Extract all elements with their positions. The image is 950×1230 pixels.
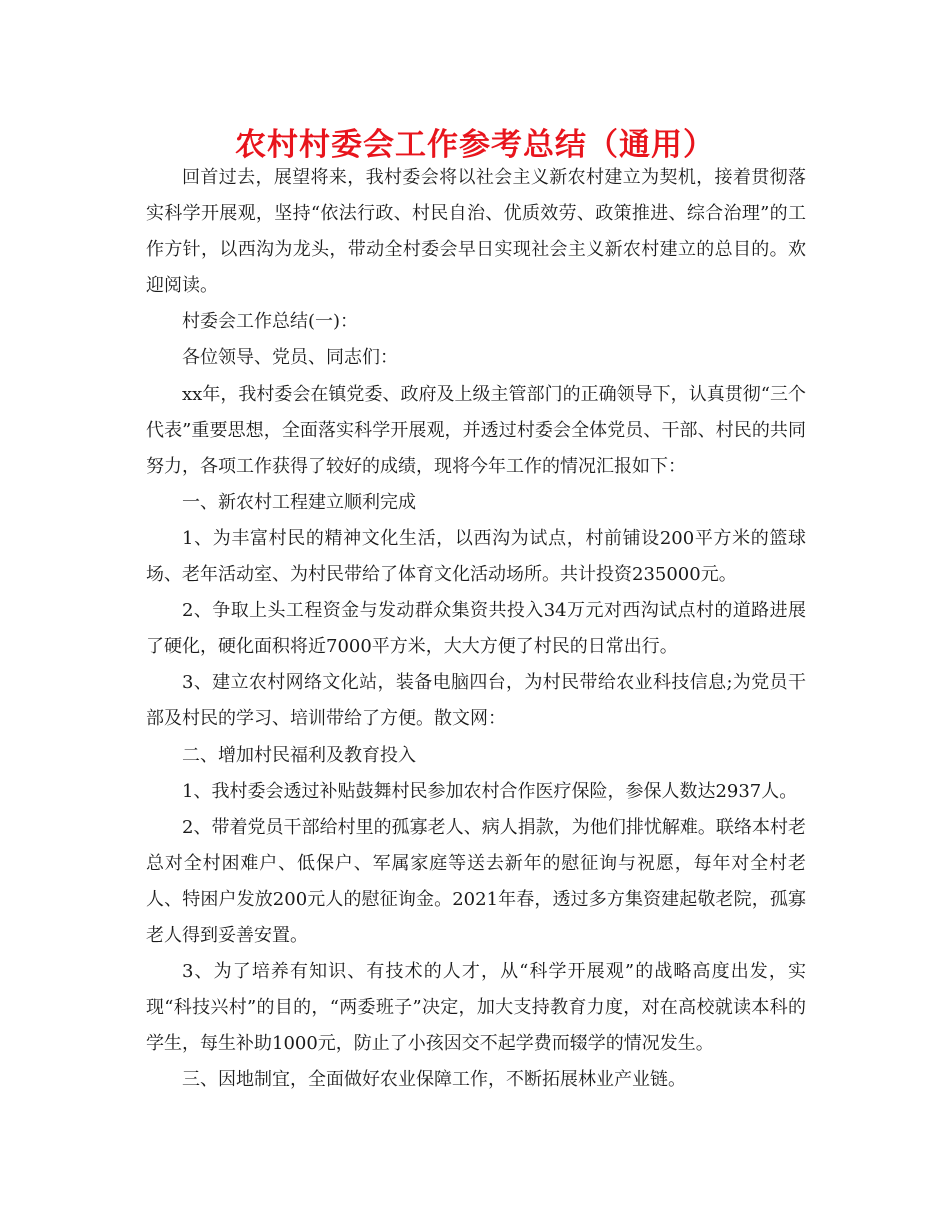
section-heading: 一、新农村工程建立顺利完成 <box>182 491 416 513</box>
paragraph: 回首过去，展望将来，我村委会将以社会主义新农村建立为契机，接着贯彻落实科学开展观，坚持“依法行政、村民自治、优质效劳、政策推进、综合治理”的工作方针，以西沟为龙头，带动全村委会早日实现社会主义新农村建立的总目的。欢迎阅读。 <box>146 167 806 297</box>
paragraph: 3、建立农村网络文化站，装备电脑四台，为村民带给农业科技信息;为党员干部及村民的学习、培训带给了方便。散文网： <box>146 672 806 730</box>
paragraph: 1、为丰富村民的精神文化生活，以西沟为试点，村前铺设200平方米的篮球场、老年活动室、为村民带给了体育文化活动场所。共计投资235000元。 <box>146 527 806 586</box>
paragraph: 2、争取上头工程资金与发动群众集资共投入34万元对西沟试点村的道路进展了硬化，硬化面积将近7000平方米，大大方便了村民的日常出行。 <box>146 600 806 658</box>
paragraph: 3、为了培养有知识、有技术的人才，从“科学开展观”的战略高度出发，实现“科技兴村”的目的，“两委班子”决定，加大支持教育力度，对在高校就读本科的学生，每生补助1000元，防止了小孩因交不起学费而辍学的情况发生。 <box>146 961 806 1055</box>
paragraph: xx年，我村委会在镇党委、政府及上级主管部门的正确领导下，认真贯彻“三个代表”重要思想，全面落实科学开展观，并透过村委会全体党员、干部、村民的共同努力，各项工作获得了较好的成绩，现将今年工作的情况汇报如下： <box>146 383 806 477</box>
section-heading: 三、因地制宜，全面做好农业保障工作，不断拓展林业产业链。 <box>182 1069 686 1091</box>
paragraph: 1、我村委会透过补贴鼓舞村民参加农村合作医疗保险，参保人数达2937人。 <box>182 780 798 802</box>
document-title: 农村村委会工作参考总结（通用） <box>235 127 715 163</box>
paragraph: 2、带着党员干部给村里的孤寡老人、病人捐款，为他们排忧解难。联络本村老总对全村困难户、低保户、军属家庭等送去新年的慰征询与祝愿，每年对全村老人、特困户发放200元人的慰征询金。2021年春，透过多方集资建起敬老院，孤寡老人得到妥善安置。 <box>146 816 806 946</box>
salutation: 各位领导、党员、同志们： <box>182 347 398 369</box>
section-heading: 村委会工作总结(一)： <box>182 311 359 333</box>
section-heading: 二、增加村民福利及教育投入 <box>182 744 416 766</box>
document-body <box>146 160 806 1098</box>
